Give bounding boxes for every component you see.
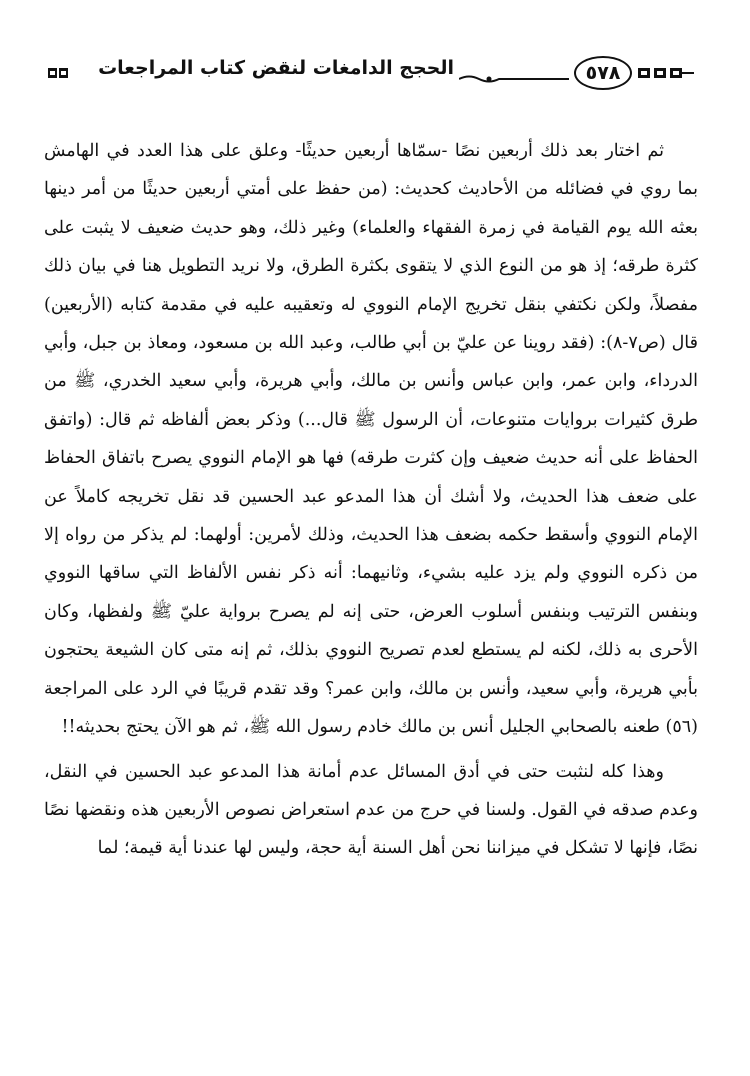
paragraph-2: وهذا كله لنثبت حتى في أدق المسائل عدم أمانة هذا المدعو عبد الحسين في النقل، وعدم صدقه في القول. ولسنا في حرج من عدم استعراض نصوص الأربعين هذه ونقضها نصًا نصًا، فإنها لا تشكل في ميزاننا نحن أهل السنة أية حجة، وليس لها عندنا أية قيمة؛ لما [44,761,698,859]
header-flourish-icon [459,74,569,84]
header-ornament-right-icon [636,66,694,80]
page-number: ٥٧٨ [585,62,621,84]
body-text [44,132,698,868]
paragraph-1: ثم اختار بعد ذلك أربعين نصًا -سمّاها أربعين حديثًا- وعلق على هذا العدد في الهامش بما روي في فضائله من الأحاديث كحديث: (من حفظ على أمتي أربعين حديثًا من أمر دينها بعثه الله يوم القيامة في زمرة الفقهاء والعلماء) وغير ذلك، وهو حديث ضعيف لا يثبت على كثرة طرقه؛ إذ هو من النوع الذي لا يتقوى بكثرة الطرق، ولا نريد التطويل هنا في بيان ذلك مفصلاً، ولكن نكتفي بنقل تخريج الإمام النووي له وتعقيبه عليه في مقدمة كتابه (الأربعين) قال (ص٧-٨): (فقد روينا عن عليّ بن أبي طالب، وعبد الله بن مسعود، ومعاذ بن جبل، وأبي الدرداء، وابن عمر، وابن عباس وأنس بن مالك، وأبي هريرة، وأبي سعيد الخدري، ﷺ من طرق كثيرات بروايات متنوعات، أن الرسول ﷺ قال...) وذكر بعض ألفاظه ثم قال: (واتفق الحفاظ على أنه حديث ضعيف وإن كثرت طرقه) فها هو الإمام النووي يصرح باتفاق الحفاظ على ضعف هذا الحديث، ولا أشك أن هذا المدعو عبد الحسين قد نقل تخريجه كاملاً عن الإمام النووي وأسقط حكمه بضعف هذا الحديث، وذلك لأمرين: أولهما: لم يذكر من رواه إلا من ذكره النووي ولم يزد عليه بشيء، وثانيهما: أنه ذكر نفس الألفاظ التي ساقها النووي وبنفس الترتيب وبنفس أسلوب العرض، حتى إنه لم يصرح برواية عليّ ﷺ ولفظها، وكان الأحرى به ذلك، لكنه لم يستطع لعدم تصريح النووي بذلك، ثم إنه متى كان الشيعة يحتجون بأبي هريرة، وأبي سعيد، وأنس بن مالك، وابن عمر؟ وقد تقدم قريبًا في الرد على المراجعة (٥٦) طعنه بالصحابي الجليل أنس بن مالك خادم رسول الله ﷺ، ثم هو الآن يحتج بحديثه!! [44,141,698,738]
page-number-badge [574,56,632,90]
running-title: الحجج الدامغات لنقض كتاب المراجعات [98,57,454,79]
header-ornament-left-icon [46,66,70,80]
running-header [46,52,694,98]
